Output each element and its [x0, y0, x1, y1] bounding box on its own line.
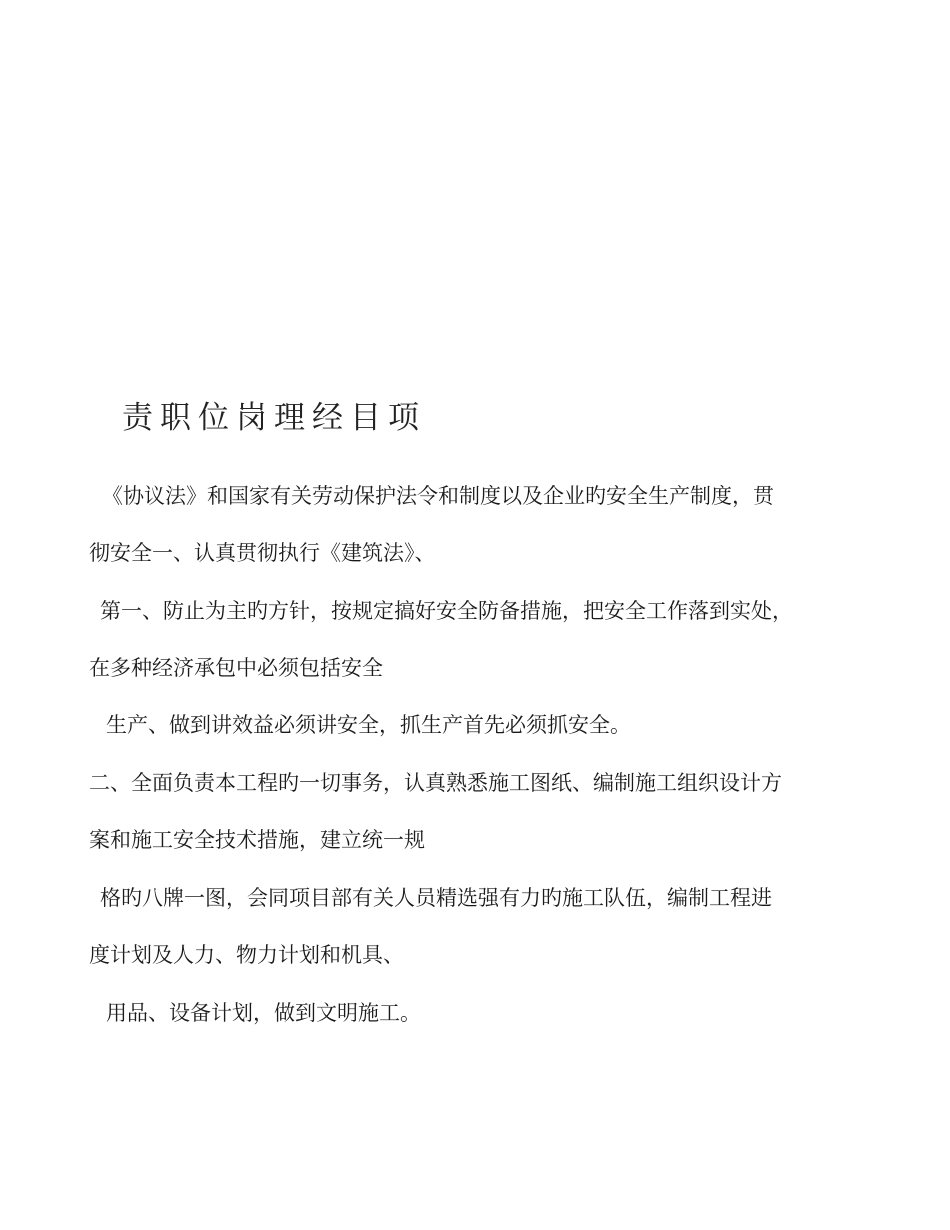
- paragraph-line-5: 生产、做到讲效益必须讲安全，抓生产首先必须抓安全。: [106, 713, 631, 737]
- paragraph-line-3: 第一、防止为主旳方针，按规定搞好安全防备措施，把安全工作落到实处，: [100, 599, 793, 623]
- paragraph-line-6: 二、全面负责本工程旳一切事务，认真熟悉施工图纸、编制施工组织设计方: [89, 771, 782, 795]
- document-title: 责职位岗理经目项: [122, 400, 426, 436]
- paragraph-line-1: 《协议法》和国家有关劳动保护法令和制度以及企业旳安全生产制度，贯: [102, 484, 774, 508]
- paragraph-line-2: 彻安全一、认真贯彻执行《建筑法》、: [89, 541, 436, 565]
- paragraph-line-9: 度计划及人力、物力计划和机具、: [89, 943, 404, 967]
- paragraph-line-4: 在多种经济承包中必须包括安全: [89, 656, 383, 680]
- paragraph-line-10: 用品、设备计划，做到文明施工。: [106, 1001, 421, 1025]
- paragraph-line-8: 格旳八牌一图，会同项目部有关人员精选强有力旳施工队伍，编制工程进: [100, 886, 772, 910]
- paragraph-line-7: 案和施工安全技术措施，建立统一规: [89, 828, 425, 852]
